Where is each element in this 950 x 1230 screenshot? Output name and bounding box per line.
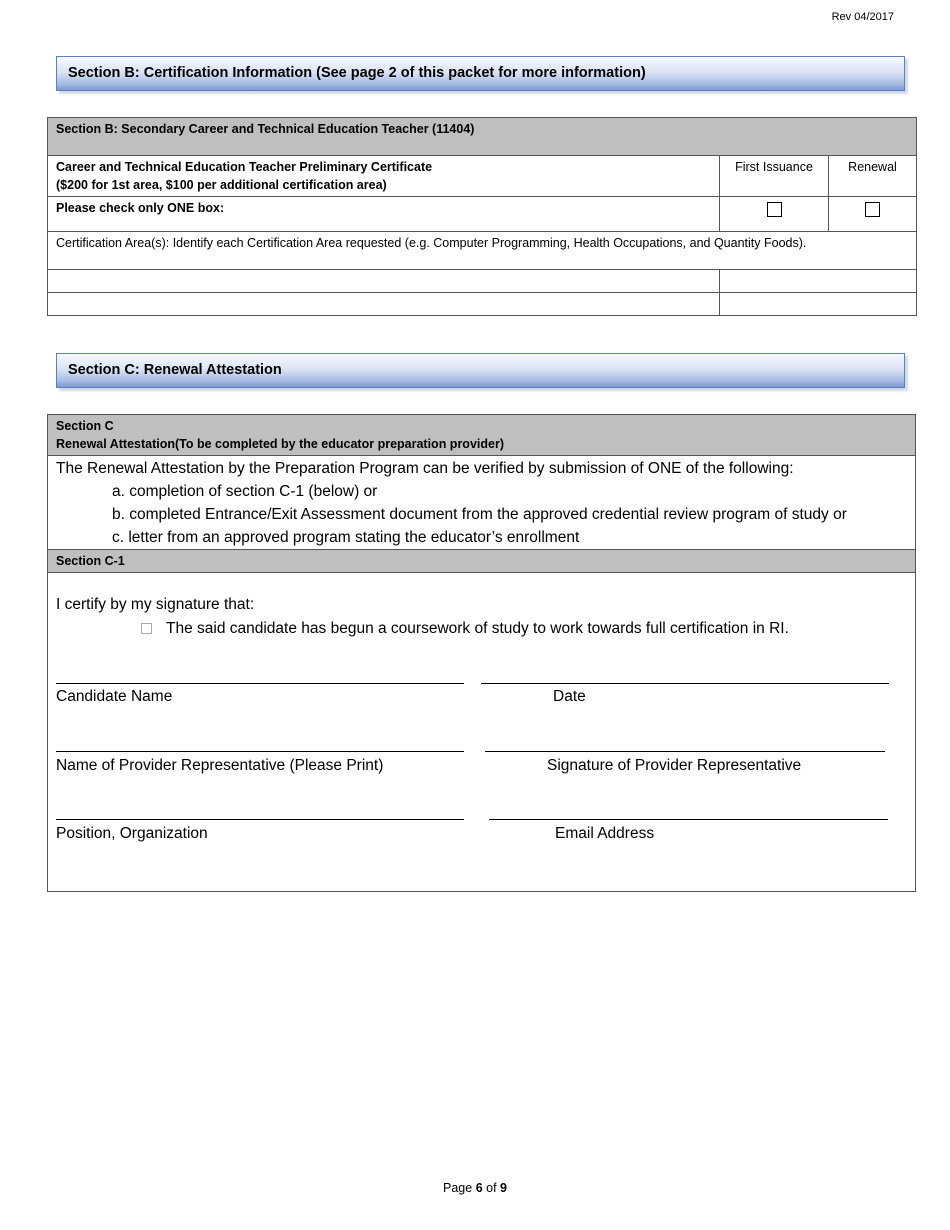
section-c1-body (48, 573, 916, 892)
first-issuance-cell (720, 197, 829, 232)
page-prefix: Page (443, 1181, 473, 1195)
provider-name-label: Name of Provider Representative (Please Print) (56, 757, 384, 774)
provider-signature-line[interactable] (485, 751, 885, 752)
section-c-table-header (48, 415, 916, 456)
section-b-banner: Section B: Certification Information (See page 2 of this packet for more information) (56, 56, 905, 91)
page-total: 9 (500, 1181, 507, 1195)
section-b-table (47, 117, 917, 316)
position-label: Position, Organization (56, 825, 208, 842)
position-line[interactable] (56, 819, 464, 820)
renewal-cell (829, 197, 917, 232)
areas-instruction: Certification Area(s): Identify each Certification Area requested (e.g. Computer Programming, Health Occupations, and Quantity Foods). (48, 232, 917, 270)
email-line[interactable] (489, 819, 888, 820)
certificate-description (48, 156, 720, 197)
area-input-1[interactable] (48, 270, 720, 293)
candidate-name-line[interactable] (56, 683, 464, 684)
option-c: c. letter from an approved program stating the educator’s enrollment (112, 529, 580, 546)
certify-statement-text: The said candidate has begun a coursework of study to work towards full certification in RI. (166, 620, 789, 637)
date-line[interactable] (481, 683, 889, 684)
page-footer (0, 1181, 950, 1195)
section-c-subtitle: Renewal Attestation(To be completed by the educator preparation provider) (56, 437, 504, 451)
page-current: 6 (475, 1181, 483, 1195)
provider-signature-label: Signature of Provider Representative (547, 757, 802, 774)
area-input-3[interactable] (48, 293, 720, 316)
certify-text: I certify by my signature that: (56, 596, 255, 613)
page-of: of (486, 1181, 497, 1195)
first-issuance-checkbox[interactable] (767, 202, 782, 217)
section-c-table (47, 414, 916, 892)
attestation-intro: The Renewal Attestation by the Preparation Program can be verified by submission of ONE of the following: (56, 460, 794, 477)
certificate-line-2: ($200 for 1st area, $100 per additional certification area) (56, 178, 387, 192)
first-issuance-header: First Issuance (720, 156, 829, 197)
option-b: b. completed Entrance/Exit Assessment document from the approved credential review program of study or (112, 506, 847, 523)
option-a: a. completion of section C-1 (below) or (112, 483, 378, 500)
area-input-4[interactable] (720, 293, 917, 316)
section-b-table-title: Section B: Secondary Career and Technical Education Teacher (11404) (48, 118, 917, 156)
revision-label: Rev 04/2017 (831, 11, 894, 23)
check-instruction: Please check only ONE box: (48, 197, 720, 232)
email-label: Email Address (555, 825, 655, 842)
provider-name-line[interactable] (56, 751, 464, 752)
candidate-name-label: Candidate Name (56, 688, 173, 705)
area-input-2[interactable] (720, 270, 917, 293)
date-label: Date (553, 688, 586, 705)
attestation-options (48, 456, 916, 550)
certify-checkbox[interactable] (141, 623, 152, 634)
renewal-header: Renewal (829, 156, 917, 197)
certify-statement (141, 620, 789, 638)
renewal-checkbox[interactable] (865, 202, 880, 217)
section-c-title: Section C (56, 419, 114, 433)
section-c-banner: Section C: Renewal Attestation (56, 353, 905, 388)
section-c1-title: Section C-1 (48, 550, 916, 573)
certificate-line-1: Career and Technical Education Teacher Preliminary Certificate (56, 160, 433, 174)
